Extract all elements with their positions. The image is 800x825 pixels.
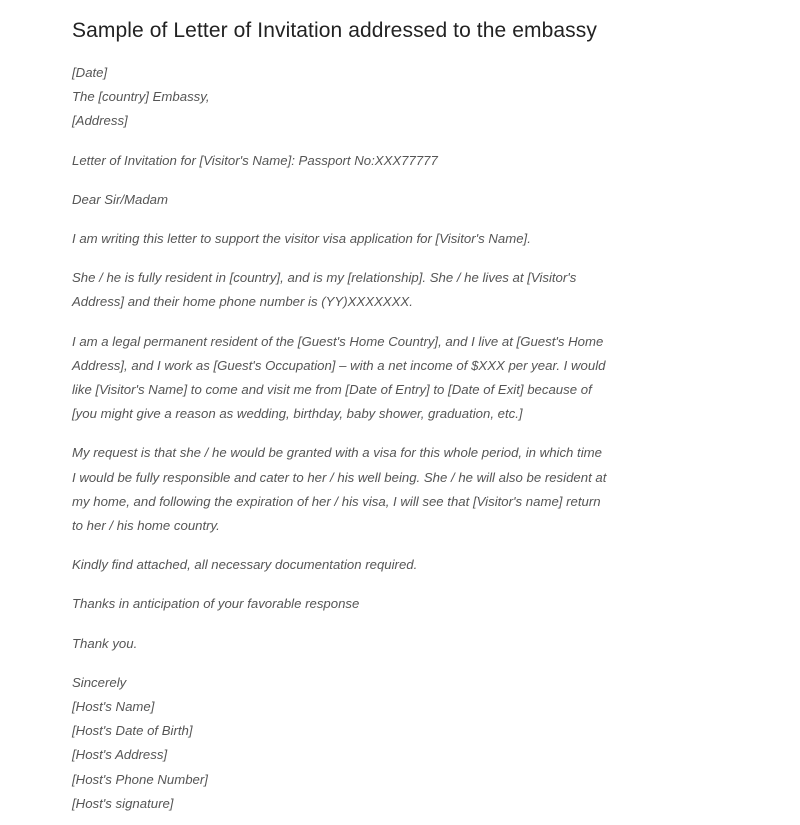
paragraph-4	[72, 441, 672, 538]
paragraph-line: like [Visitor's Name] to come and visit me from [Date of Entry] to [Date of Exit] because of	[72, 382, 592, 398]
host-date-of-birth: [Host's Date of Birth]	[72, 723, 193, 739]
paragraph-line: [you might give a reason as wedding, birthday, baby shower, graduation, etc.]	[72, 406, 523, 422]
paragraph-line: She / he is fully resident in [country], and is my [relationship]. She / he lives at [Visitor's	[72, 270, 577, 286]
closing-sincerely: Sincerely	[72, 674, 127, 690]
paragraph-line: Address] and their home phone number is (YY)XXXXXXX.	[72, 294, 413, 310]
letter-closing	[72, 671, 672, 816]
paragraph-3	[72, 330, 672, 427]
host-phone-number: [Host's Phone Number]	[72, 771, 208, 787]
paragraph-5: Kindly find attached, all necessary documentation required.	[72, 557, 418, 573]
letter-header	[72, 61, 672, 134]
paragraph-line: My request is that she / he would be granted with a visa for this whole period, in which time	[72, 445, 602, 461]
host-signature: [Host's signature]	[72, 795, 174, 811]
address-line: [Address]	[72, 113, 128, 129]
paragraph-7: Thank you.	[72, 635, 138, 651]
paragraph-line: Address], and I work as [Guest's Occupation] – with a net income of $XXX per year. I would	[72, 357, 606, 373]
letter-salutation: Dear Sir/Madam	[72, 191, 169, 207]
paragraph-line: my home, and following the expiration of her / his visa, I will see that [Visitor's name] return	[72, 493, 601, 509]
page-title: Sample of Letter of Invitation addressed to the embassy	[72, 19, 597, 42]
paragraph-2	[72, 266, 672, 314]
embassy-line: The [country] Embassy,	[72, 89, 210, 105]
paragraph-6: Thanks in anticipation of your favorable response	[72, 596, 360, 612]
host-name: [Host's Name]	[72, 699, 155, 715]
letter-body	[72, 61, 672, 816]
letter-subject: Letter of Invitation for [Visitor's Name]: Passport No:XXX77777	[72, 152, 438, 168]
paragraph-line: to her / his home country.	[72, 518, 220, 534]
paragraph-line: I am a legal permanent resident of the [Guest's Home Country], and I live at [Guest's Home	[72, 333, 604, 349]
paragraph-line: I would be fully responsible and cater to her / his well being. She / he will also be resident at	[72, 469, 607, 485]
host-address: [Host's Address]	[72, 747, 168, 763]
paragraph-1: I am writing this letter to support the visitor visa application for [Visitor's Name].	[72, 231, 531, 247]
date-line: [Date]	[72, 65, 108, 80]
